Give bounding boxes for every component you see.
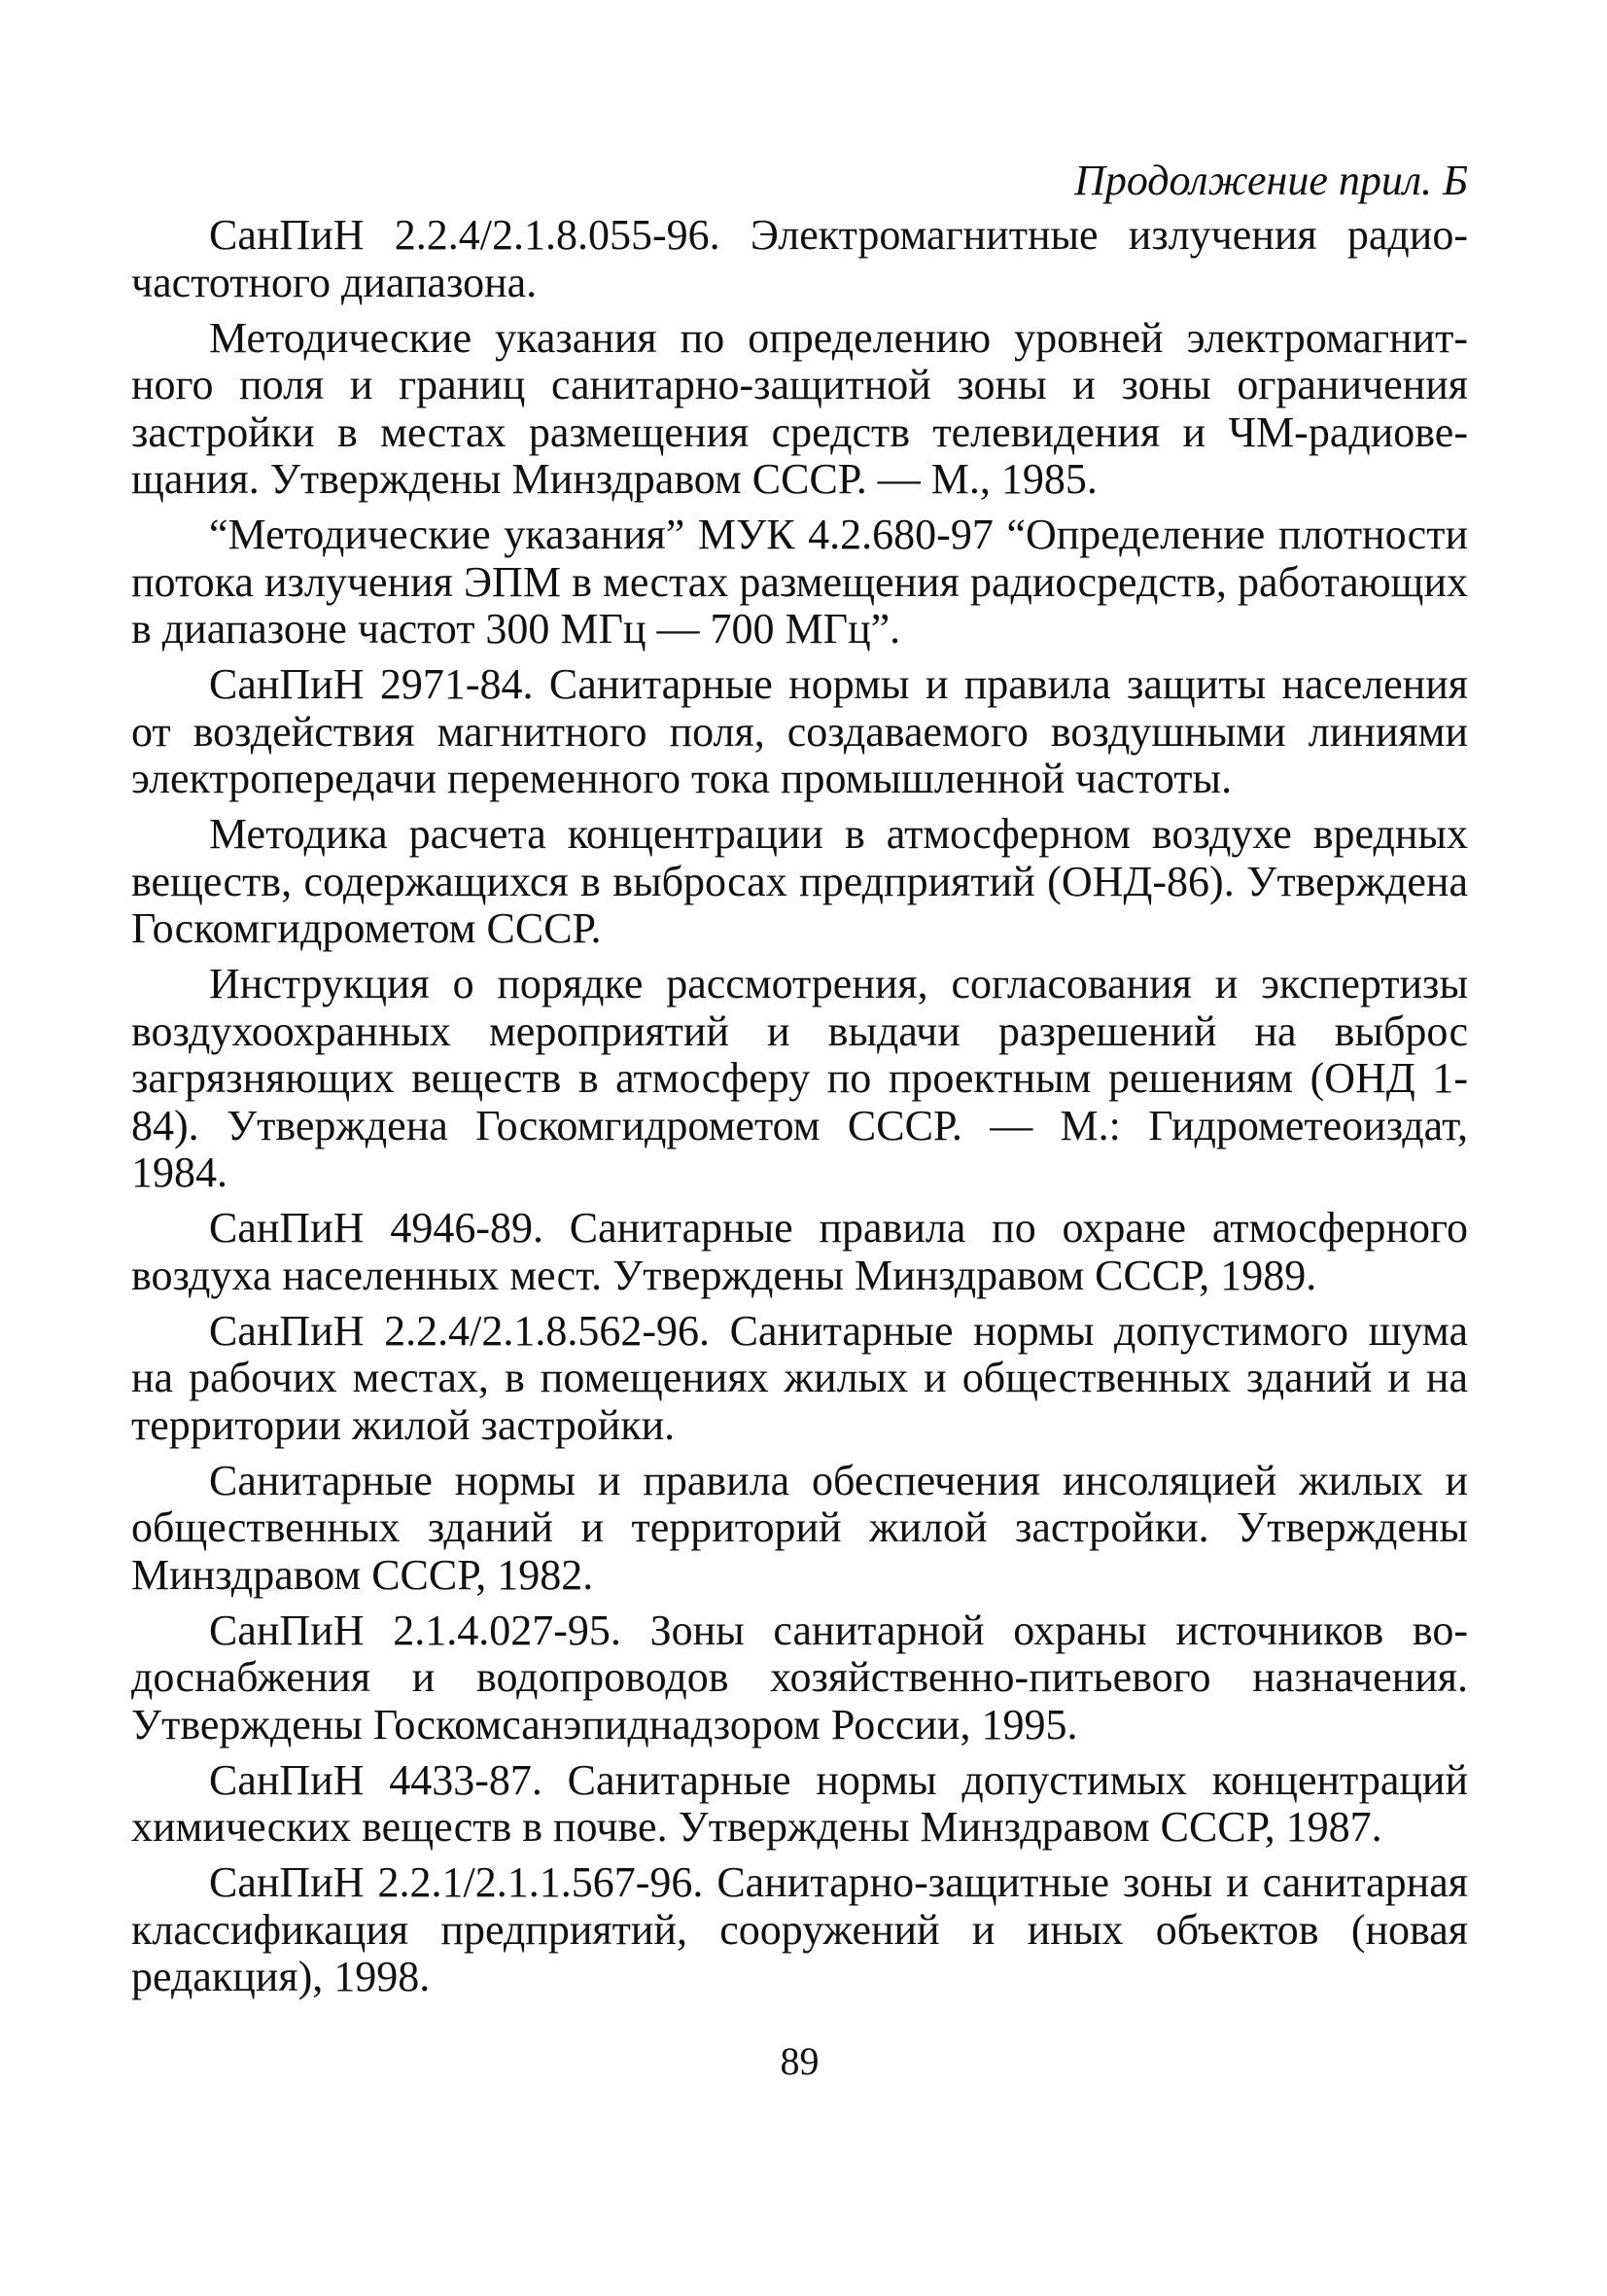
reference-entry: СанПиН 2.2.4/2.1.8.562-96. Санитарные нормы допустимого шума на рабочих местах, в помещениях жилых и общественных зданий и на территории жилой застройки. [131, 1306, 1468, 1449]
reference-entry: Методика расчета концентрации в атмосферном воздухе вредных веществ, содержащихся в выбросах предприятий (ОНД-86). Утверждена Госкомгидрометом СССР. [131, 810, 1468, 952]
reference-entry: СанПиН 2971-84. Санитарные нормы и правила защиты населения от воздействия магнитного поля, создаваемого воздушными линиями электропередачи переменного тока промышленной частоты. [131, 660, 1468, 802]
running-head: Продолжение прил. Б [1074, 157, 1468, 204]
reference-entry: СанПиН 2.2.4/2.1.8.055-96. Электромагнитные излучения радиочастотного диапазона. [131, 211, 1468, 306]
reference-entry: “Методические указания” МУК 4.2.680-97 “Определение плотности потока излучения ЭПМ в местах размещения радиосредств, работающих в диапазоне частот 300 МГц — 700 МГц”. [131, 511, 1468, 653]
reference-entry: Методические указания по определению уровней электромагнитного поля и границ санитарно-защитной зоны и зоны ограничения застройки в местах размещения средств телевидения и ЧМ-радиовещания. Утверждены Минздравом СССР. — М., 1985. [131, 313, 1468, 503]
reference-entry: СанПиН 4433-87. Санитарные нормы допустимых концентраций химических веществ в почве. Утверждены Минздравом СССР, 1987. [131, 1755, 1468, 1851]
reference-entry: СанПиН 2.2.1/2.1.1.567-96. Санитарно-защитные зоны и санитарная классификация предприятий, сооружений и иных объектов (новая редакция), 1998. [131, 1858, 1468, 2000]
page-number: 89 [780, 2038, 820, 2083]
reference-entry: СанПиН 4946-89. Санитарные правила по охране атмосферного воздуха населенных мест. Утверждены Минздравом СССР, 1989. [131, 1204, 1468, 1299]
reference-entry: Инструкция о порядке рассмотрения, согласования и экспертизы воздухоохранных мероприятий и выдачи разрешений на выброс загрязняющих веществ в атмосферу по проектным решениям (ОНД 1-84). Утверждена Госкомгидрометом СССР. — М.: Гидрометеоиздат, 1984. [131, 960, 1468, 1196]
reference-entry: Санитарные нормы и правила обеспечения инсоляцией жилых и общественных зданий и территорий жилой застройки. Утверждены Минздравом СССР, 1982. [131, 1456, 1468, 1599]
reference-entry: СанПиН 2.1.4.027-95. Зоны санитарной охраны источников водоснабжения и водопроводов хозяйственно-питьевого назначения. Утверждены Госкомсанэпиднадзором России, 1995. [131, 1606, 1468, 1748]
document-page [131, 156, 1468, 2085]
